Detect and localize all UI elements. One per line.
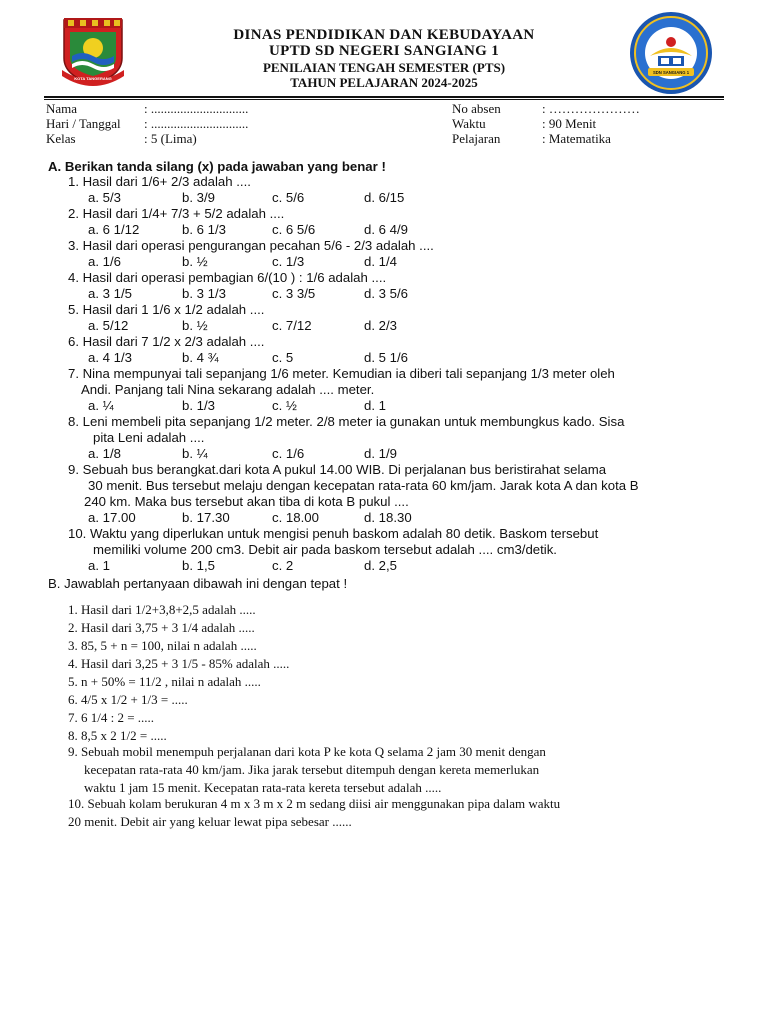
question-a-7-option-a: a. ¼ <box>88 398 114 413</box>
question-a-8-option-a: a. 1/8 <box>88 446 121 461</box>
header-agency: DINAS PENDIDIKAN DAN KEBUDAYAAN <box>233 27 535 43</box>
question-a-7-option-b: b. 1/3 <box>182 398 215 413</box>
question-b-8-text: 8. 8,5 x 2 1/2 = ..... <box>68 728 167 743</box>
question-a-7-option-d: d. 1 <box>364 398 386 413</box>
question-a-5-option-c: c. 7/12 <box>272 318 312 333</box>
question-b-7-text: 7. 6 1/4 : 2 = ..... <box>68 710 155 725</box>
question-a-5-option-b: b. ½ <box>182 318 208 333</box>
question-b-3-text: 3. 85, 5 + n = 100, nilai n adalah ..... <box>68 638 257 653</box>
waktu-value: : 90 Menit <box>542 116 597 131</box>
header-divider-thin <box>44 99 724 100</box>
question-a-5-option-a: a. 5/12 <box>88 318 129 333</box>
question-a-9-text: 240 km. Maka bus tersebut akan tiba di kota B pukul .... <box>84 494 409 509</box>
question-a-9-text: 9. Sebuah bus berangkat.dari kota A pukul 14.00 WIB. Di perjalanan bus beristirahat selama <box>68 462 607 477</box>
question-a-2-option-b: b. 6 1/3 <box>182 222 226 237</box>
question-a-6-option-c: c. 5 <box>272 350 294 365</box>
question-a-1-option-b: b. 3/9 <box>182 190 215 205</box>
nama-label: Nama <box>46 101 78 116</box>
question-b-9-text: waktu 1 jam 15 menit. Kecepatan rata-rata kereta tersebut adalah ..... <box>84 780 442 795</box>
question-a-7-text: Andi. Panjang tali Nina sekarang adalah .... meter. <box>81 382 375 397</box>
question-a-1-option-c: c. 5/6 <box>272 190 305 205</box>
question-b-9-text: 9. Sebuah mobil menempuh perjalanan dari kota P ke kota Q selama 2 jam 30 menit dengan <box>68 744 546 759</box>
question-a-4-option-c: c. 3 3/5 <box>272 286 316 301</box>
question-a-8-option-d: d. 1/9 <box>364 446 397 461</box>
question-a-4-text: 4. Hasil dari operasi pembagian 6/(10 ) : 1/6 adalah .... <box>68 270 387 285</box>
question-b-5-text: 5. n + 50% = 11/2 , nilai n adalah ..... <box>68 674 261 689</box>
question-a-9-text: 30 menit. Bus tersebut melaju dengan kecepatan rata-rata 60 km/jam. Jarak kota A dan kota B <box>88 478 639 493</box>
question-a-2-option-a: a. 6 1/12 <box>88 222 140 237</box>
question-a-10-option-d: d. 2,5 <box>364 558 397 573</box>
header-year: TAHUN PELAJARAN 2024-2025 <box>290 75 478 90</box>
question-a-7-text: 7. Nina mempunyai tali sepanjang 1/6 meter. Kemudian ia diberi tali sepanjang 1/3 meter oleh <box>68 366 615 381</box>
hari-label: Hari / Tanggal <box>46 116 121 131</box>
question-a-1-text: 1. Hasil dari 1/6+ 2/3 adalah .... <box>68 174 251 189</box>
question-a-1-option-d: d. 6/15 <box>364 190 405 205</box>
question-a-3-option-a: a. 1/6 <box>88 254 121 269</box>
question-b-6-text: 6. 4/5 x 1/2 + 1/3 = ..... <box>68 692 188 707</box>
question-a-3-text: 3. Hasil dari operasi pengurangan pecahan 5/6 - 2/3 adalah .... <box>68 238 434 253</box>
pelajaran-value: : Matematika <box>542 131 611 146</box>
question-a-5-option-d: d. 2/3 <box>364 318 397 333</box>
waktu-label: Waktu <box>452 116 486 131</box>
question-a-3-option-b: b. ½ <box>182 254 208 269</box>
header-divider <box>44 96 724 98</box>
logo-right-caption: SDN SANGIANG 1 <box>652 70 690 75</box>
question-a-3-option-c: c. 1/3 <box>272 254 305 269</box>
section-a-heading: A. Berikan tanda silang (x) pada jawaban yang benar ! <box>48 159 386 174</box>
question-a-4-option-a: a. 3 1/5 <box>88 286 132 301</box>
question-a-2-option-d: d. 6 4/9 <box>364 222 408 237</box>
question-b-4-text: 4. Hasil dari 3,25 + 3 1/5 - 85% adalah ..... <box>68 656 290 671</box>
logo-left-caption: KOTA TANGERANG <box>74 76 112 81</box>
school-logo <box>628 10 714 96</box>
question-a-10-text: memiliki volume 200 cm3. Debit air pada baskom tersebut adalah .... cm3/detik. <box>93 542 557 557</box>
question-a-3-option-d: d. 1/4 <box>364 254 397 269</box>
pelajaran-label: Pelajaran <box>452 131 501 146</box>
question-a-9-option-a: a. 17.00 <box>88 510 136 525</box>
question-a-8-text: pita Leni adalah .... <box>93 430 205 445</box>
absen-value: : ………………… <box>542 101 640 116</box>
question-a-9-option-d: d. 18.30 <box>364 510 412 525</box>
question-a-4-option-b: b. 3 1/3 <box>182 286 226 301</box>
question-a-9-option-b: b. 17.30 <box>182 510 230 525</box>
question-a-5-text: 5. Hasil dari 1 1/6 x 1/2 adalah .... <box>68 302 265 317</box>
question-a-2-text: 2. Hasil dari 1/4+ 7/3 + 5/2 adalah .... <box>68 206 285 221</box>
question-a-6-option-a: a. 4 1/3 <box>88 350 132 365</box>
absen-label: No absen <box>452 101 501 116</box>
nama-value: : .............................. <box>144 101 249 116</box>
question-a-6-option-d: d. 5 1/6 <box>364 350 408 365</box>
document-header <box>0 0 768 100</box>
question-a-2-option-c: c. 6 5/6 <box>272 222 316 237</box>
question-a-8-text: 8. Leni membeli pita sepanjang 1/2 meter. 2/8 meter ia gunakan untuk membungkus kado. Sisa <box>68 414 625 429</box>
question-b-9-text: kecepatan rata-rata 40 km/jam. Jika jarak tersebut ditempuh dengan kereta memerlukan <box>84 762 540 777</box>
question-b-1-text: 1. Hasil dari 1/2+3,8+2,5 adalah ..... <box>68 602 256 617</box>
question-a-8-option-c: c. 1/6 <box>272 446 305 461</box>
question-a-10-option-c: c. 2 <box>272 558 294 573</box>
question-a-10-text: 10. Waktu yang diperlukan untuk mengisi penuh baskom adalah 80 detik. Baskom tersebut <box>68 526 599 541</box>
question-a-9-option-c: c. 18.00 <box>272 510 319 525</box>
header-school: UPTD SD NEGERI SANGIANG 1 <box>268 43 500 59</box>
question-a-7-option-c: c. ½ <box>272 398 297 413</box>
question-b-10-text: 10. Sebuah kolam berukuran 4 m x 3 m x 2 m sedang diisi air menggunakan pipa dalam waktu <box>68 796 561 811</box>
hari-value: : .............................. <box>144 116 249 131</box>
kelas-label: Kelas <box>46 131 76 146</box>
question-a-1-option-a: a. 5/3 <box>88 190 121 205</box>
header-exam: PENILAIAN TENGAH SEMESTER (PTS) <box>262 60 506 75</box>
question-a-4-option-d: d. 3 5/6 <box>364 286 408 301</box>
question-a-8-option-b: b. ¼ <box>182 446 208 461</box>
question-a-6-option-b: b. 4 ¾ <box>182 350 219 365</box>
kelas-value: : 5 (Lima) <box>144 131 197 146</box>
section-b-heading: B. Jawablah pertanyaan dibawah ini dengan tepat ! <box>48 576 348 591</box>
question-b-2-text: 2. Hasil dari 3,75 + 3 1/4 adalah ..... <box>68 620 255 635</box>
question-a-10-option-a: a. 1 <box>88 558 110 573</box>
question-b-10-text: 20 menit. Debit air yang keluar lewat pipa sebesar ...... <box>68 814 352 829</box>
question-a-6-text: 6. Hasil dari 7 1/2 x 2/3 adalah .... <box>68 334 265 349</box>
question-a-10-option-b: b. 1,5 <box>182 558 215 573</box>
